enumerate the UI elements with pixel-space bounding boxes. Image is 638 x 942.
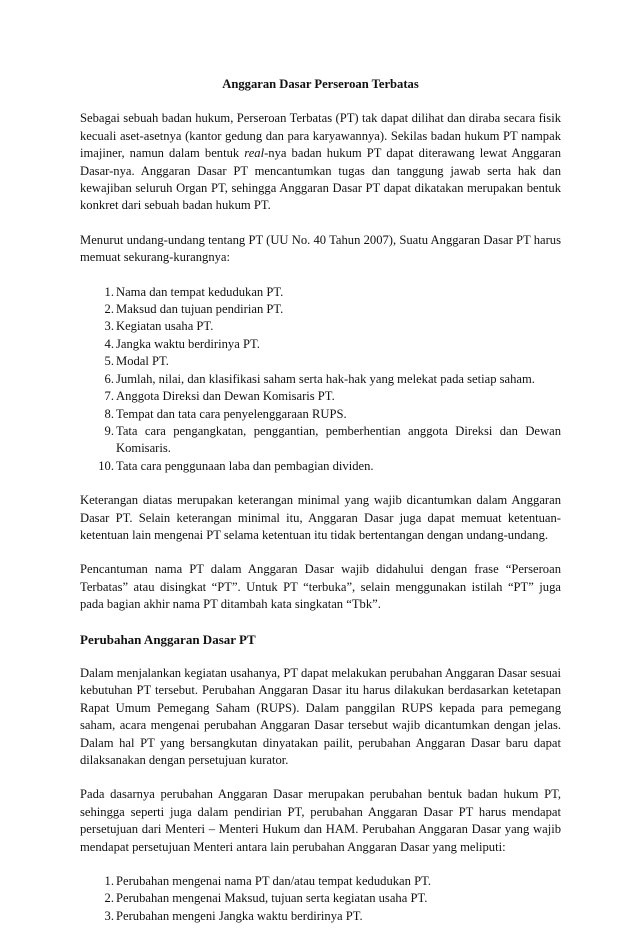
list-item (80, 873, 561, 890)
list-item (80, 301, 561, 318)
list-text: Tata cara penggunaan laba dan pembagian dividen. (116, 458, 374, 473)
list-text: Nama dan tempat kedudukan PT. (116, 284, 284, 299)
list-number: 6. (104, 371, 114, 386)
list-text: Kegiatan usaha PT. (116, 319, 214, 334)
list-text: Maksud dan tujuan pendirian PT. (116, 302, 284, 317)
paragraph-naming: Pencantuman nama PT dalam Anggaran Dasar wajib didahului dengan frase “Perseroan Terbatas” atau disingkat “PT”. Untuk PT “terbuka”, selain menggunakan istilah “PT” juga pada bagian akhir nama PT ditambah kata singkatan “Tbk”. (80, 562, 561, 612)
list-number: 1. (104, 874, 114, 889)
paragraph-intro-italic: real (244, 146, 265, 161)
paragraph-minimal-info: Keterangan diatas merupakan keterangan minimal yang wajib dicantumkan dalam Anggaran Dasar PT. Selain keterangan minimal itu, Anggaran Dasar juga dapat memuat ketentuan-ketentuan lain mengenai PT selama ketentuan itu tidak bertentangan dengan undang-undang. (80, 493, 561, 542)
list-item (80, 908, 561, 925)
paragraph-approval: Pada dasarnya perubahan Anggaran Dasar merupakan perubahan bentuk badan hukum PT, sehingga seperti juga dalam pendirian PT, perubahan Anggaran Dasar PT harus mendapat persetujuan dari Menteri – Menteri Hukum dan HAM. Perubahan Anggaran Dasar yang wajib mendapat persetujuan Menteri antara lain perubahan Anggaran Dasar yang meliputi: (80, 787, 561, 854)
list-item (80, 371, 561, 388)
list-number: 7. (104, 389, 114, 404)
paragraph-requirements: Menurut undang-undang tentang PT (UU No. 40 Tahun 2007), Suatu Anggaran Dasar PT harus memuat sekurang-kurangnya: (80, 232, 561, 265)
list-number: 5. (104, 354, 114, 369)
list-number: 8. (104, 406, 114, 421)
list-text: Perubahan mengeni Jangka waktu berdirinya PT. (116, 908, 363, 923)
list-item (80, 458, 561, 475)
list-item (80, 318, 561, 335)
paragraph-amendment: Dalam menjalankan kegiatan usahanya, PT dapat melakukan perubahan Anggaran Dasar sesuai kebutuhan PT tersebut. Perubahan Anggaran Dasar itu harus dilakukan berdasarkan ketetapan Rapat Umum Pemegang Saham (RUPS). Dalam panggilan RUPS kepada para pemegang saham, acara mengenai perubahan Anggaran Dasar tersebut wajib dicantumkan dengan jelas. Dalam hal PT yang bersangkutan dinyatakan pailit, perubahan Anggaran Dasar baru dapat dilaksanakan dengan persetujuan kurator. (80, 665, 561, 767)
list-item (80, 890, 561, 907)
section-heading: Perubahan Anggaran Dasar PT (80, 631, 256, 647)
list-text: Perubahan mengenai nama PT dan/atau tempat kedudukan PT. (116, 874, 431, 889)
list-text: Jumlah, nilai, dan klasifikasi saham serta hak-hak yang melekat pada setiap saham. (116, 371, 535, 386)
list-number: 2. (104, 891, 114, 906)
list-number: 1. (104, 284, 114, 299)
list-number: 2. (104, 302, 114, 317)
list-text: Anggota Direksi dan Dewan Komisaris PT. (116, 389, 335, 404)
list-item (80, 423, 561, 458)
document-content (80, 76, 561, 942)
list-number: 9. (104, 423, 114, 438)
list-item (80, 353, 561, 370)
list-text: Tata cara pengangkatan, penggantian, pemberhentian anggota Direksi dan Dewan Komisaris. (116, 423, 561, 456)
paragraph-intro-part1: Sebagai sebuah badan hukum, Perseroan Terbatas (PT) tak dapat dilihat dan diraba secara fisik kecuali aset-asetnya (kantor gedung dan para karyawannya). Sekilas badan hukum PT nampak imajiner, namun dalam bentuk (80, 111, 561, 161)
list-number: 10. (98, 458, 114, 473)
list-number: 3. (104, 908, 114, 923)
list-number: 3. (104, 319, 114, 334)
list-item (80, 284, 561, 301)
document-title: Anggaran Dasar Perseroan Terbatas (222, 77, 419, 91)
list-item (80, 406, 561, 423)
list-item (80, 336, 561, 353)
paragraph-intro (80, 110, 561, 214)
list-text: Jangka waktu berdirinya PT. (116, 336, 260, 351)
amendment-list (80, 873, 561, 925)
list-text: Perubahan mengenai Maksud, tujuan serta kegiatan usaha PT. (116, 891, 428, 906)
list-item (80, 388, 561, 405)
list-number: 4. (104, 336, 114, 351)
list-text: Tempat dan tata cara penyelenggaraan RUPS. (116, 406, 347, 421)
list-text: Modal PT. (116, 354, 169, 369)
paragraph-intro-part2: -nya badan hukum PT dapat diterawang lewat Anggaran Dasar-nya. Anggaran Dasar PT mencantumkan tugas dan tanggung jawab serta hak dan kewajiban seluruh Organ PT, sehingga Anggaran Dasar PT dapat dikatakan merupakan bentuk konkret dari sebuah badan hukum PT. (80, 146, 562, 213)
requirements-list (80, 284, 561, 475)
